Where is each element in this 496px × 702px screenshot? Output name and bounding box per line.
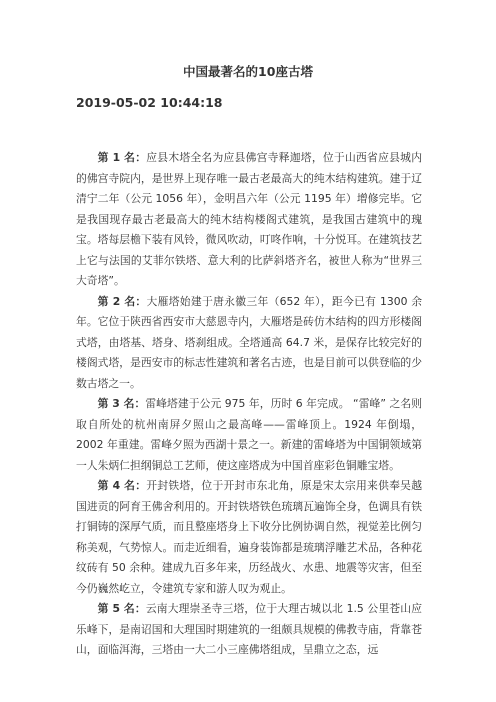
rank-label: 第 2 名： [97,294,147,308]
rank-label: 第 4 名： [97,479,147,492]
paragraph-text: 雷峰塔建于公元 975 年，历时 6 年完成。 “雷峰” 之名则取自所处的杭州南屏夕照山之最高峰——雷峰顶上。1924 年倒塌，2002 年重建。雷峰夕照为西湖十景之一。新建的雷峰塔为中国铜领域第一人朱炳仁担纲铜总工艺师，使这座塔成为中国首座彩色铜雕宝塔。 [76,397,422,472]
paragraph-text: 应县木塔全名为应县佛宫寺释迦塔，位于山西省应县城内的佛宫寺院内，是世界上现存唯一最古老最高大的纯木结构建筑。建于辽清宁二年（公元 1056 年），金明昌六年（公元 1195 年）增修完毕。它是我国现存最古老最高大的纯木结构楼阁式建筑，是我国古建筑中的瑰宝。塔每层檐下装有风铃，微风吹动，叮咚作响，十分悦耳。在建筑技艺上它与法国的艾菲尔铁塔、意大利的比萨斜塔齐名，被世人称为“世界三大奇塔”。 [76,151,422,287]
paragraph-2 [76,292,422,395]
article-body [76,148,422,661]
paragraph-3 [76,394,422,476]
paragraph-text: 云南大理崇圣寺三塔，位于大理古城以北 1.5 公里苍山应乐峰下，是南诏国和大理国时期建筑的一组颇具规模的佛教寺庙，背靠苍山，面临洱海，三塔由一大二小三座佛塔组成，呈鼎立之态，远 [76,602,422,656]
paragraph-text: 大雁塔始建于唐永徽三年（652 年），距今已有 1300 余年。它位于陕西省西安市大慈恩寺内，大雁塔是砖仿木结构的四方形楼阁式塔，由塔基、塔身、塔刹组成。全塔通高 64.7 米，是保存比较完好的楼阁式塔，是西安市的标志性建筑和著名古迹，也是目前可以供登临的少数古塔之一。 [76,294,423,390]
rank-label: 第 1 名： [97,151,147,164]
publish-date: 2019-05-02 10:44:18 [76,95,223,110]
paragraph-4 [76,476,422,599]
paragraph-1 [76,148,422,292]
paragraph-5 [76,599,422,661]
document-title: 中国最著名的10座古塔 [183,64,313,79]
rank-label: 第 5 名： [97,602,146,615]
paragraph-text: 开封铁塔，位于开封市东北角，原是宋太宗用来供奉吴越国进贡的阿育王佛舍利用的。开封铁塔铁色琉璃瓦遍饰全身，色调具有铁打铜铸的深厚气质，而且整座塔身上下收分比例协调自然，视觉差比例匀称美观，气势惊人。而走近细看，遍身装饰都是琉璃浮雕艺术品，各种花纹砖有 50 余种。建成九百多年来，历经战火、水患、地震等灾害，但至今仍巍然屹立，令建筑专家和游人叹为观止。 [76,479,422,595]
rank-label: 第 3 名： [97,397,146,410]
